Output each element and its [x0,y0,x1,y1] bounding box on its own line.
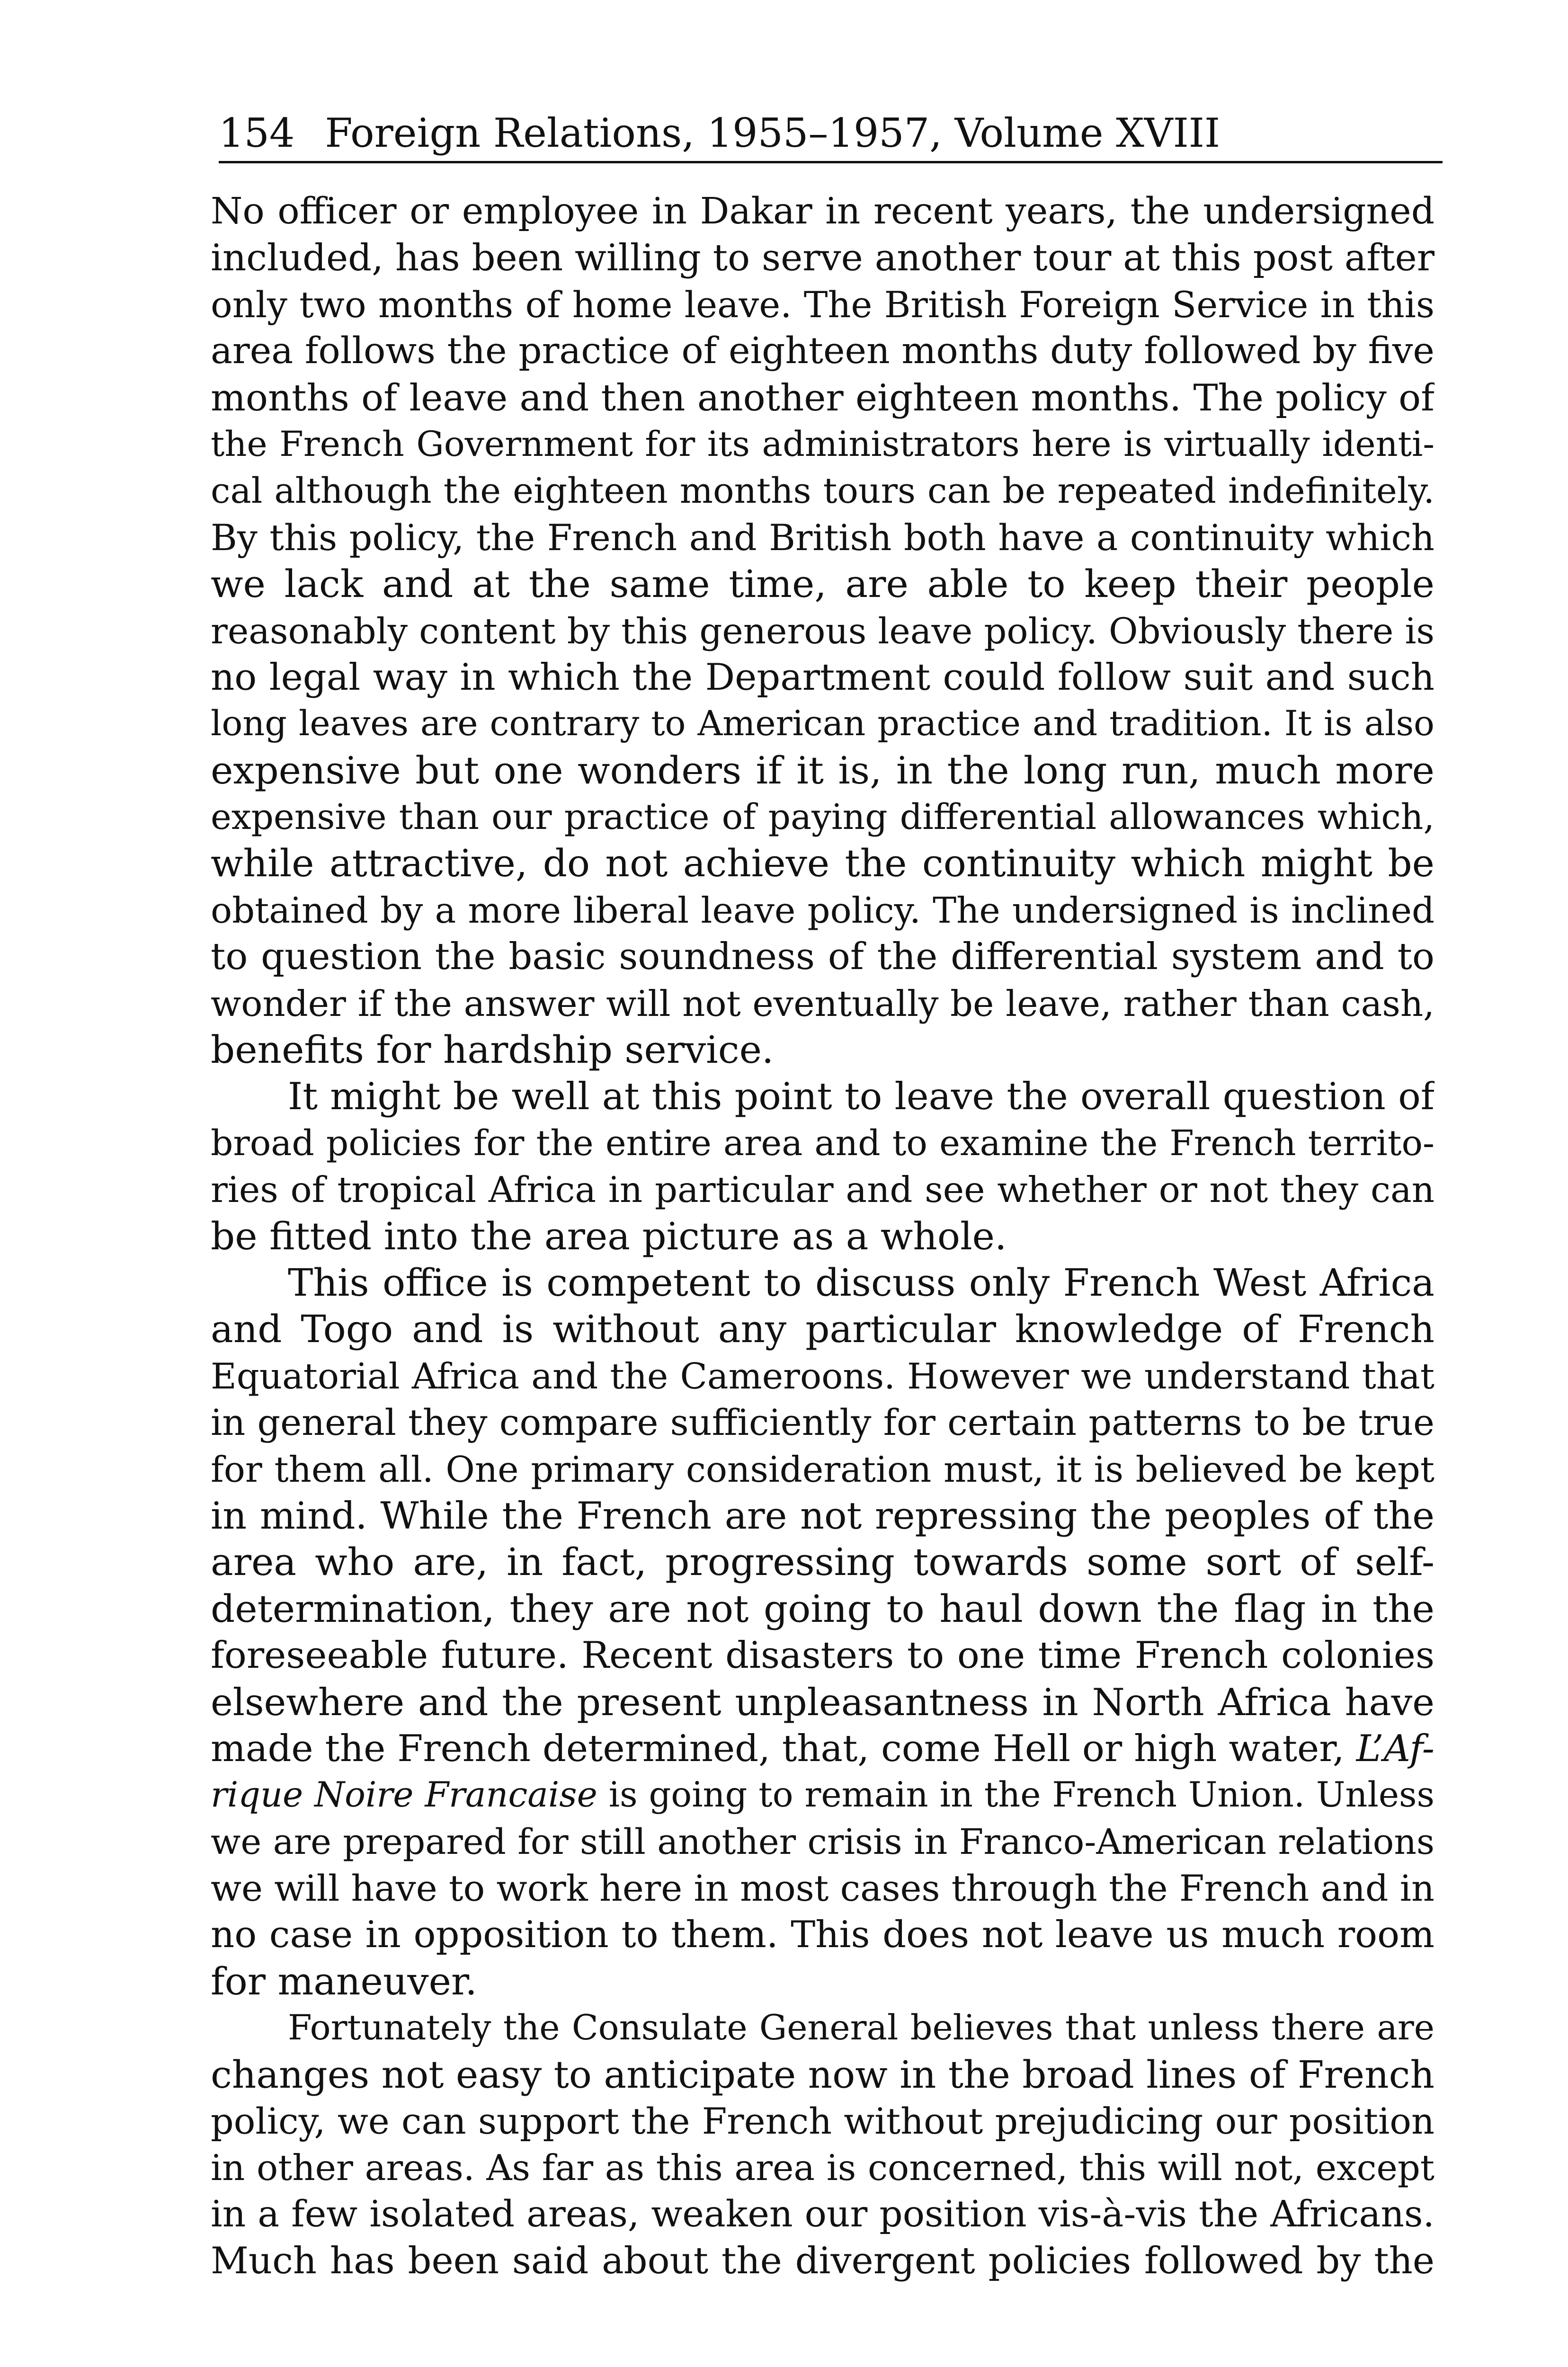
text-line: This office is competent to discuss only French West Africa [288,1260,1434,1305]
text-line: reasonably content by this generous leave policy. Obviously there is [211,610,1434,652]
text-line: in mind. While the French are not repressing the peoples of the [211,1494,1434,1538]
text-line: be fitted into the area picture as a whole. [211,1214,1007,1258]
text-line: long leaves are contrary to American practice and tradition. It is also [211,703,1434,744]
text-line: in a few isolated areas, weaken our position vis-à-vis the Africans. [211,2193,1434,2235]
text-line: ries of tropical Africa in particular and see whether or not they can [211,1169,1434,1211]
text-line: the French Government for its administrators here is virtually identi- [211,424,1434,464]
text-line: in other areas. As far as this area is concerned, this will not, except [211,2147,1434,2189]
text-line: broad policies for the entire area and to examine the French territo- [211,1122,1434,1164]
text-line: for maneuver. [211,1959,477,2003]
text-line: area follows the practice of eighteen months duty followed by five [211,330,1434,373]
text-line: By this policy, the French and British both have a continuity which [211,516,1434,559]
text-line: we are prepared for still another crisis in Franco-American relations [211,1821,1434,1862]
text-line-part: made the French determined, that, come Hell or high water, [211,1727,1345,1770]
text-line: while attractive, do not achieve the continuity which might be [211,841,1434,886]
text-line: in general they compare sufficiently for certain patterns to be true [211,1401,1434,1444]
italic-term: L’Af- [1356,1727,1434,1770]
text-line: Much has been said about the divergent policies followed by the [211,2240,1434,2283]
text-line: elsewhere and the present unpleasantness in North Africa have [211,1680,1434,1724]
text-line: expensive than our practice of paying differential allowances which, [211,797,1434,838]
text-line: benefits for hardship service. [211,1028,774,1072]
text-line: only two months of home leave. The British Foreign Service in this [211,283,1434,326]
text-line: Equatorial Africa and the Cameroons. However we understand that [211,1355,1434,1397]
text-line: policy, we can support the French without prejudicing our position [211,2100,1434,2143]
text-line: No officer or employee in Dakar in recent years, the undersigned [211,190,1434,232]
text-line: cal although the eighteen months tours can be repeated indefinitely. [211,471,1434,512]
text-line: expensive but one wonders if it is, in the long run, much more [211,748,1434,792]
text-line: area who are, in fact, progressing towards some sort of self- [211,1540,1434,1584]
body-text [211,188,1434,2285]
text-line: months of leave and then another eighteen months. The policy of [211,376,1434,419]
text-line [211,1726,1434,1772]
text-line: we will have to work here in most cases through the French and in [211,1867,1434,1910]
text-line: for them all. One primary consideration must, it is believed be kept [211,1448,1434,1490]
italic-term: rique Noire Francaise [211,1775,597,1815]
text-line: to question the basic soundness of the differential system and to [211,935,1434,979]
text-line: included, has been willing to serve another tour at this post after [211,237,1434,280]
text-line: It might be well at this point to leave the overall question of [288,1075,1434,1119]
text-line: changes not easy to anticipate now in the broad lines of French [211,2052,1434,2097]
text-line: and Togo and is without any particular knowledge of French [211,1307,1434,1352]
text-line: wonder if the answer will not eventually be leave, rather than cash, [211,982,1434,1024]
text-line: no legal way in which the Department could follow suit and such [211,656,1434,699]
series-title: Foreign Relations, 1955–1957, Volume XVIII [325,110,1221,156]
page-number: 154 [219,110,295,156]
text-line [211,1772,1434,1818]
text-line-part: is going to remain in the French Union. Unless [608,1775,1434,1815]
text-line: no case in opposition to them. This does not leave us much room [211,1913,1434,1957]
running-head [219,105,1443,163]
text-line: determination, they are not going to haul down the flag in the [211,1586,1434,1631]
text-line: obtained by a more liberal leave policy. The undersigned is inclined [211,889,1434,931]
text-line: foreseeable future. Recent disasters to one time French colonies [211,1634,1434,1677]
text-line: we lack and at the same time, are able to keep their people [211,562,1434,606]
text-line: Fortunately the Consulate General believes that unless there are [288,2008,1434,2048]
